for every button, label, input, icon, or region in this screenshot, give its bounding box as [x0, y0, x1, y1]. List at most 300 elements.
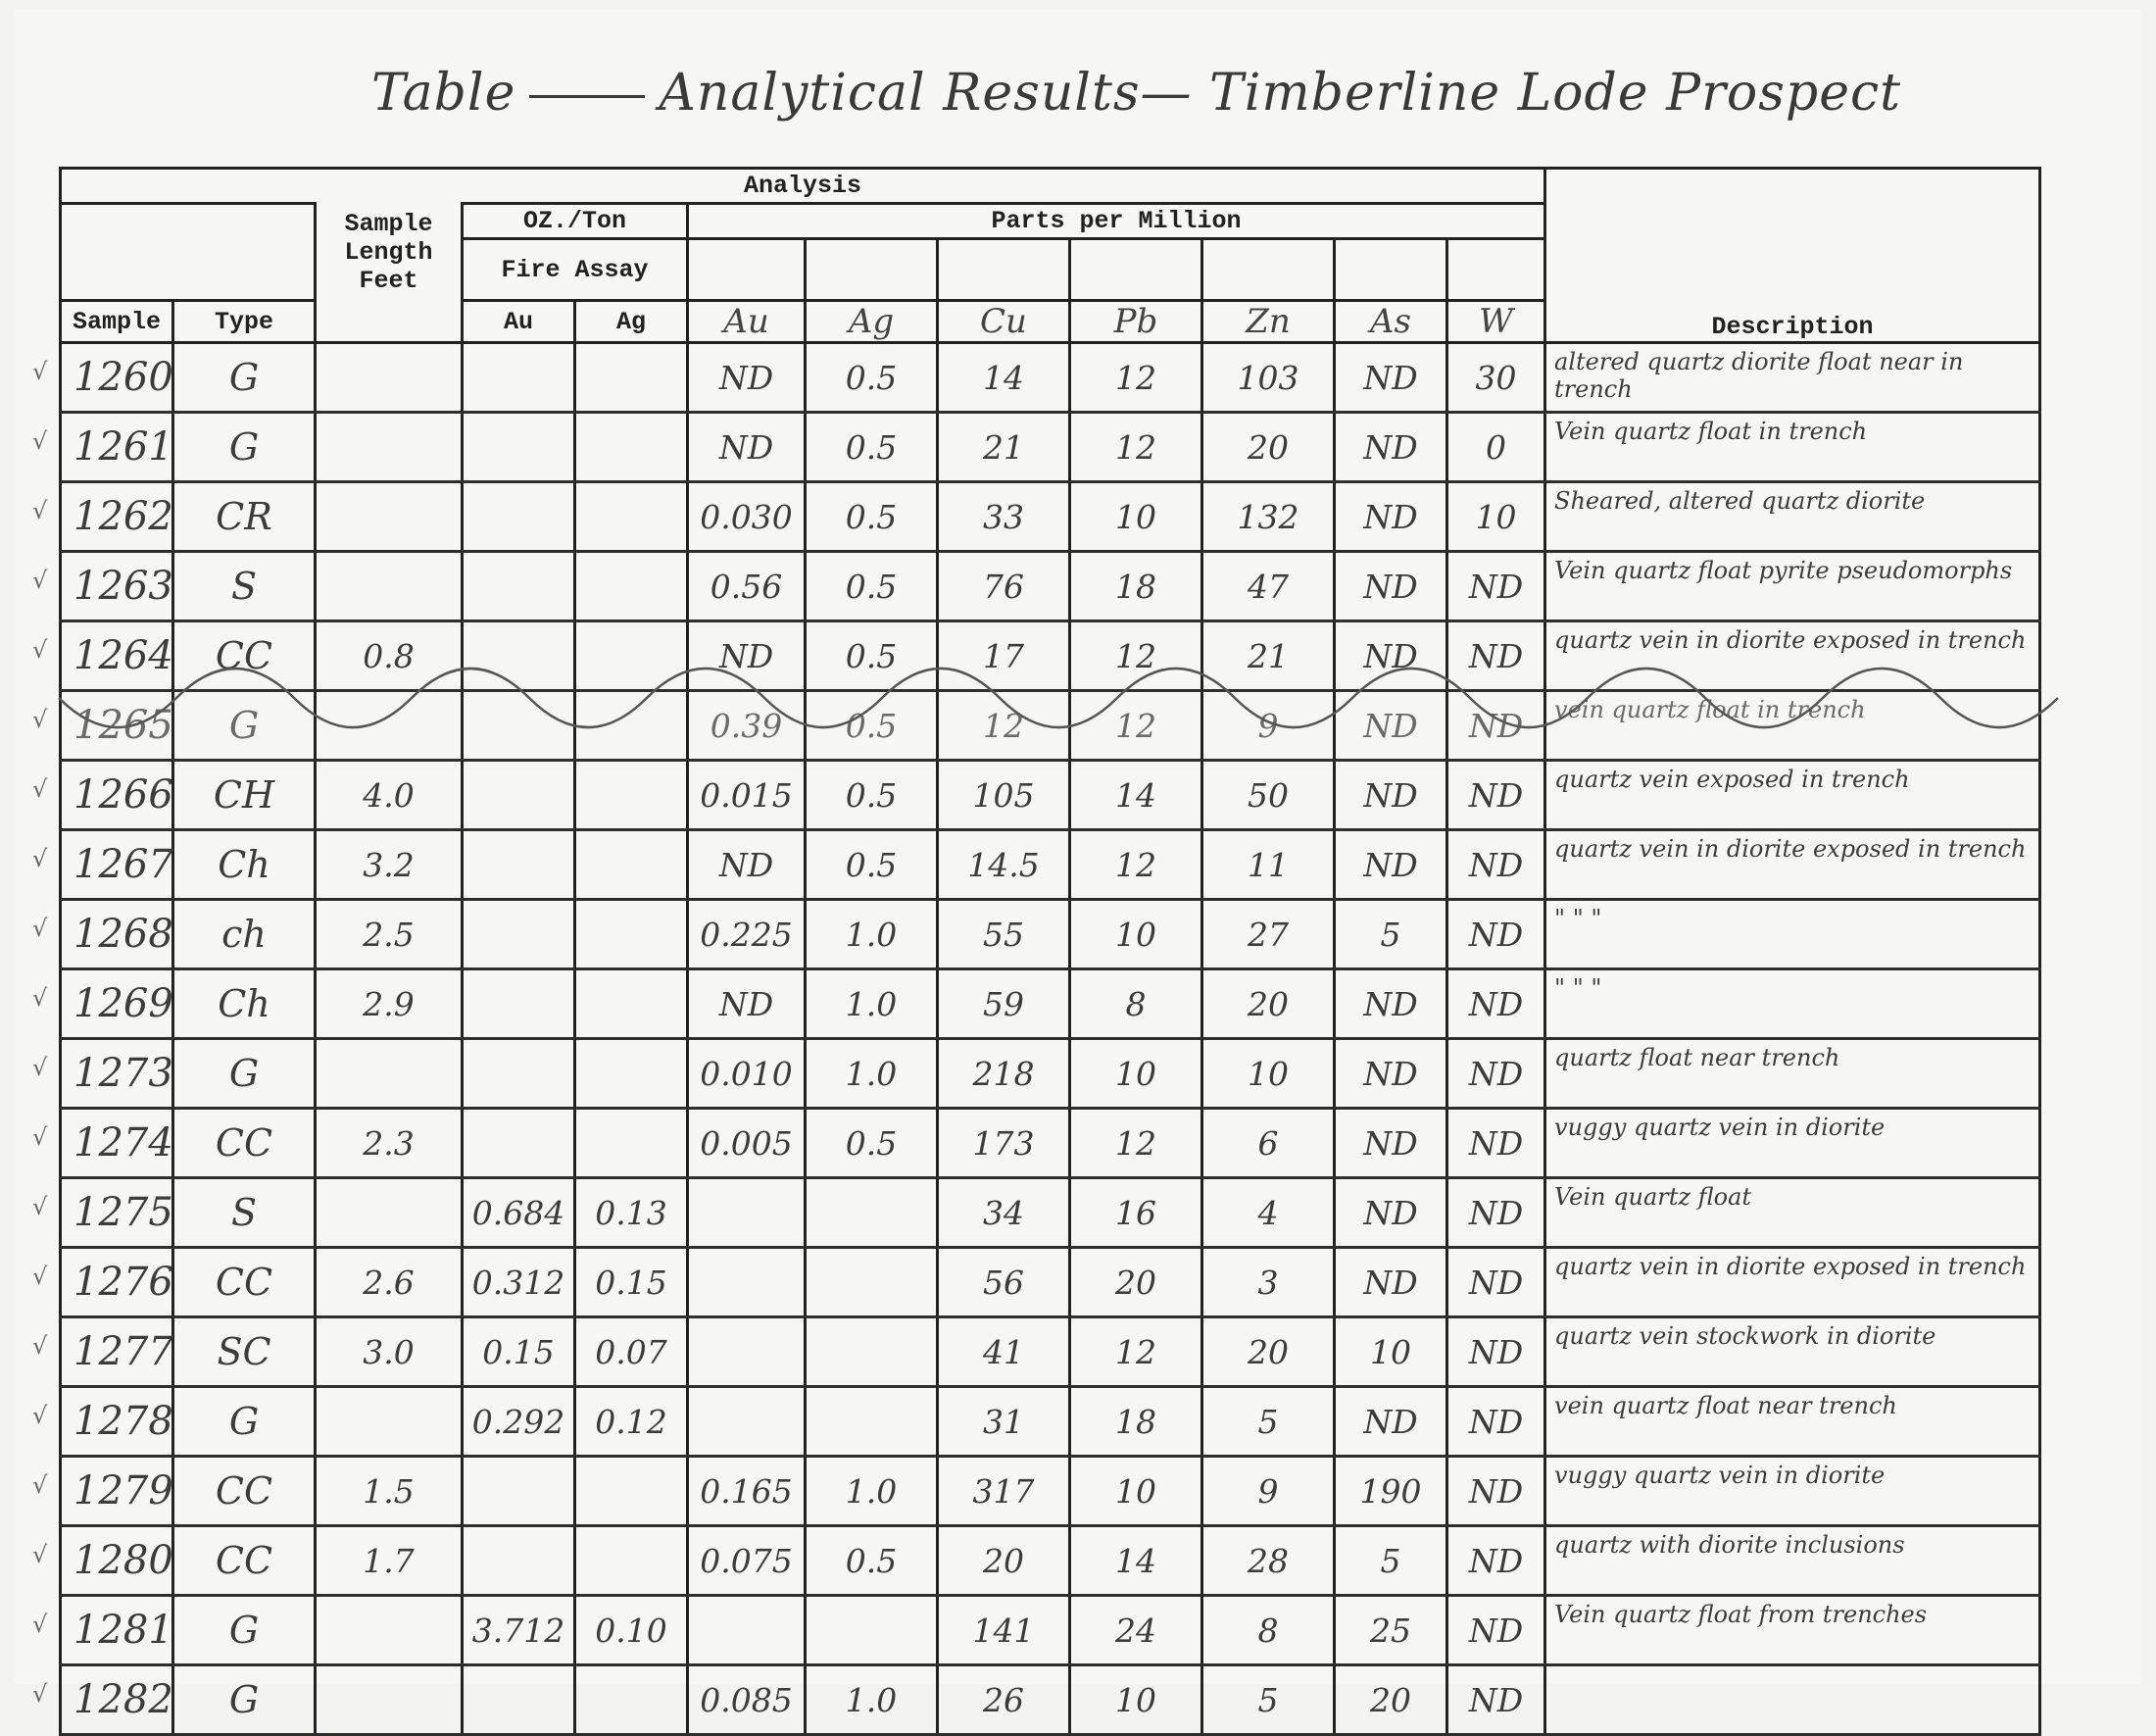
- cell-ppm-pb: 10: [1070, 1665, 1202, 1735]
- check-mark-icon: √: [32, 358, 48, 385]
- header-type: Type: [173, 301, 316, 343]
- cell-ppm-as: ND: [1335, 482, 1447, 552]
- cell-ppm-pb: 10: [1070, 1457, 1202, 1526]
- cell-description: quartz vein stockwork in diorite: [1545, 1317, 2040, 1387]
- cell-ppm-cu: 317: [938, 1457, 1070, 1526]
- cell-ppm-cu: 105: [938, 761, 1070, 830]
- cell-fire-assay-ag: [575, 1526, 688, 1596]
- title-prefix: Table: [371, 64, 516, 123]
- cell-length: 2.9: [316, 969, 463, 1039]
- cell-ppm-as: ND: [1335, 761, 1447, 830]
- cell-ppm-ag: [806, 1596, 938, 1665]
- cell-type: ch: [173, 900, 316, 969]
- cell-ppm-pb: 18: [1070, 552, 1202, 621]
- header-fa-ag: Ag: [575, 301, 688, 343]
- cell-type: Ch: [173, 830, 316, 900]
- cell-sample: 1268 √: [61, 900, 173, 969]
- table-row: [61, 1526, 2040, 1596]
- check-mark-icon: √: [32, 845, 48, 872]
- cell-sample: 1275 √: [61, 1178, 173, 1248]
- cell-ppm-cu: 17: [938, 621, 1070, 691]
- cell-ppm-au: 0.010: [688, 1039, 806, 1109]
- cell-ppm-zn: 4: [1202, 1178, 1335, 1248]
- cell-ppm-cu: 20: [938, 1526, 1070, 1596]
- cell-type: G: [173, 1665, 316, 1735]
- cell-ppm-au: ND: [688, 621, 806, 691]
- cell-ppm-zn: 9: [1202, 691, 1335, 761]
- cell-ppm-pb: 10: [1070, 482, 1202, 552]
- cell-ppm-ag: 1.0: [806, 969, 938, 1039]
- cell-ppm-w: 10: [1447, 482, 1545, 552]
- cell-ppm-w: ND: [1447, 969, 1545, 1039]
- cell-ppm-ag: 0.5: [806, 1109, 938, 1178]
- cell-ppm-au: 0.005: [688, 1109, 806, 1178]
- cell-description: Vein quartz float from trenches: [1545, 1596, 2040, 1665]
- check-mark-icon: √: [32, 1263, 48, 1290]
- check-mark-icon: √: [32, 1541, 48, 1568]
- cell-ppm-w: ND: [1447, 1665, 1545, 1735]
- header-ppm: Parts per Million: [688, 204, 1545, 239]
- cell-description: quartz vein in diorite exposed in trench: [1545, 1248, 2040, 1317]
- cell-ppm-as: ND: [1335, 691, 1447, 761]
- cell-description: vuggy quartz vein in diorite: [1545, 1109, 2040, 1178]
- cell-fire-assay-ag: [575, 900, 688, 969]
- cell-fire-assay-ag: [575, 482, 688, 552]
- cell-ppm-zn: 103: [1202, 343, 1335, 413]
- cell-ppm-w: 0: [1447, 413, 1545, 482]
- cell-ppm-cu: 12: [938, 691, 1070, 761]
- cell-type: CC: [173, 621, 316, 691]
- cell-ppm-as: ND: [1335, 552, 1447, 621]
- cell-length: [316, 552, 463, 621]
- cell-type: G: [173, 1596, 316, 1665]
- table-row: [61, 969, 2040, 1039]
- cell-description: quartz vein in diorite exposed in trench: [1545, 621, 2040, 691]
- cell-ppm-cu: 34: [938, 1178, 1070, 1248]
- cell-length: 2.6: [316, 1248, 463, 1317]
- check-mark-icon: √: [32, 1193, 48, 1220]
- cell-ppm-pb: 8: [1070, 969, 1202, 1039]
- cell-length: [316, 1178, 463, 1248]
- cell-ppm-ag: 0.5: [806, 482, 938, 552]
- check-mark-icon: √: [32, 1611, 48, 1638]
- cell-fire-assay-au: [463, 552, 575, 621]
- header-sample-length: Sample Length Feet: [316, 204, 463, 301]
- cell-ppm-pb: 20: [1070, 1248, 1202, 1317]
- cell-ppm-au: [688, 1317, 806, 1387]
- table-row: [61, 1109, 2040, 1178]
- cell-sample: 1281 √: [61, 1596, 173, 1665]
- table-body: [32, 343, 2040, 1735]
- cell-fire-assay-ag: 0.07: [575, 1317, 688, 1387]
- cell-sample: 1276 √: [61, 1248, 173, 1317]
- cell-ppm-w: ND: [1447, 1178, 1545, 1248]
- cell-ppm-ag: 1.0: [806, 1039, 938, 1109]
- cell-ppm-pb: 10: [1070, 1039, 1202, 1109]
- header-ppm-ag: Ag: [806, 301, 938, 343]
- cell-ppm-au: 0.015: [688, 761, 806, 830]
- cell-ppm-w: ND: [1447, 691, 1545, 761]
- cell-ppm-au: ND: [688, 413, 806, 482]
- cell-ppm-pb: 14: [1070, 1526, 1202, 1596]
- cell-ppm-as: 10: [1335, 1317, 1447, 1387]
- cell-description: quartz float near trench: [1545, 1039, 2040, 1109]
- cell-fire-assay-ag: [575, 1457, 688, 1526]
- table-row: [61, 1665, 2040, 1735]
- cell-length: [316, 1596, 463, 1665]
- cell-ppm-zn: 20: [1202, 969, 1335, 1039]
- cell-ppm-as: ND: [1335, 1248, 1447, 1317]
- header-ppm-w: W: [1447, 301, 1545, 343]
- cell-type: Ch: [173, 969, 316, 1039]
- cell-ppm-pb: 12: [1070, 830, 1202, 900]
- cell-fire-assay-ag: [575, 1665, 688, 1735]
- cell-fire-assay-au: [463, 1109, 575, 1178]
- cell-length: 2.5: [316, 900, 463, 969]
- cell-fire-assay-au: [463, 1039, 575, 1109]
- cell-type: G: [173, 413, 316, 482]
- cell-ppm-au: 0.165: [688, 1457, 806, 1526]
- check-mark-icon: √: [32, 636, 48, 664]
- cell-fire-assay-ag: [575, 343, 688, 413]
- cell-description: " " ": [1545, 900, 2040, 969]
- cell-ppm-w: ND: [1447, 761, 1545, 830]
- table-row: [61, 761, 2040, 830]
- table-row: [61, 1387, 2040, 1457]
- analytical-results-table: [32, 167, 2041, 1736]
- cell-ppm-as: ND: [1335, 413, 1447, 482]
- cell-fire-assay-au: [463, 413, 575, 482]
- cell-fire-assay-ag: [575, 552, 688, 621]
- cell-ppm-as: ND: [1335, 1387, 1447, 1457]
- cell-fire-assay-au: 0.15: [463, 1317, 575, 1387]
- cell-type: CC: [173, 1526, 316, 1596]
- cell-ppm-au: 0.075: [688, 1526, 806, 1596]
- cell-ppm-cu: 41: [938, 1317, 1070, 1387]
- cell-ppm-ag: 1.0: [806, 1457, 938, 1526]
- cell-sample: 1273 √: [61, 1039, 173, 1109]
- cell-ppm-zn: 5: [1202, 1665, 1335, 1735]
- cell-fire-assay-au: [463, 830, 575, 900]
- cell-fire-assay-ag: 0.15: [575, 1248, 688, 1317]
- title-blank: [529, 95, 645, 98]
- header-blank-ppm-zn: [1202, 239, 1335, 301]
- cell-ppm-cu: 218: [938, 1039, 1070, 1109]
- cell-fire-assay-au: [463, 969, 575, 1039]
- cell-ppm-cu: 76: [938, 552, 1070, 621]
- cell-ppm-pb: 18: [1070, 1387, 1202, 1457]
- cell-ppm-ag: 0.5: [806, 830, 938, 900]
- cell-ppm-pb: 12: [1070, 413, 1202, 482]
- cell-sample: 1278 √: [61, 1387, 173, 1457]
- cell-ppm-pb: 12: [1070, 621, 1202, 691]
- header-oz-per-ton: OZ./Ton: [463, 204, 688, 239]
- table-row: [61, 1178, 2040, 1248]
- cell-length: [316, 1665, 463, 1735]
- cell-description: quartz vein in diorite exposed in trench: [1545, 830, 2040, 900]
- cell-fire-assay-ag: [575, 691, 688, 761]
- cell-fire-assay-au: [463, 621, 575, 691]
- cell-ppm-cu: 141: [938, 1596, 1070, 1665]
- cell-ppm-au: 0.225: [688, 900, 806, 969]
- cell-sample: 1274 √: [61, 1109, 173, 1178]
- cell-ppm-as: ND: [1335, 830, 1447, 900]
- cell-ppm-zn: 20: [1202, 413, 1335, 482]
- cell-length: [316, 343, 463, 413]
- header-description: Description: [1545, 169, 2040, 343]
- header-sample: Sample: [61, 301, 173, 343]
- cell-ppm-au: ND: [688, 969, 806, 1039]
- header-blank-ppm-au: [688, 239, 806, 301]
- cell-ppm-as: ND: [1335, 1109, 1447, 1178]
- cell-type: G: [173, 691, 316, 761]
- check-mark-icon: √: [32, 427, 48, 455]
- check-mark-icon: √: [32, 1123, 48, 1151]
- table-row: [61, 830, 2040, 900]
- cell-type: SC: [173, 1317, 316, 1387]
- cell-ppm-pb: 12: [1070, 1109, 1202, 1178]
- cell-ppm-au: [688, 1178, 806, 1248]
- cell-length: [316, 691, 463, 761]
- cell-sample: 1260 √: [61, 343, 173, 413]
- cell-fire-assay-ag: 0.10: [575, 1596, 688, 1665]
- check-mark-icon: √: [32, 1332, 48, 1360]
- cell-ppm-w: ND: [1447, 1039, 1545, 1109]
- cell-length: 0.8: [316, 621, 463, 691]
- cell-ppm-w: ND: [1447, 552, 1545, 621]
- check-mark-icon: √: [32, 775, 48, 803]
- cell-ppm-w: ND: [1447, 1248, 1545, 1317]
- cell-ppm-w: ND: [1447, 1457, 1545, 1526]
- cell-type: CC: [173, 1248, 316, 1317]
- cell-ppm-w: ND: [1447, 830, 1545, 900]
- cell-ppm-zn: 11: [1202, 830, 1335, 900]
- page-title: [371, 64, 1901, 123]
- header-fire-assay: Fire Assay: [463, 239, 688, 301]
- cell-ppm-w: ND: [1447, 1109, 1545, 1178]
- cell-ppm-zn: 8: [1202, 1596, 1335, 1665]
- header-blank-ppm-w: [1447, 239, 1545, 301]
- cell-ppm-cu: 59: [938, 969, 1070, 1039]
- cell-ppm-ag: 1.0: [806, 900, 938, 969]
- cell-fire-assay-au: 0.684: [463, 1178, 575, 1248]
- table-row: [61, 621, 2040, 691]
- cell-ppm-w: ND: [1447, 1317, 1545, 1387]
- cell-length: [316, 1039, 463, 1109]
- cell-fire-assay-au: 3.712: [463, 1596, 575, 1665]
- cell-ppm-as: 25: [1335, 1596, 1447, 1665]
- cell-fire-assay-ag: [575, 830, 688, 900]
- cell-length: 3.0: [316, 1317, 463, 1387]
- cell-fire-assay-au: [463, 900, 575, 969]
- cell-ppm-au: [688, 1596, 806, 1665]
- cell-ppm-cu: 14: [938, 343, 1070, 413]
- cell-ppm-pb: 10: [1070, 900, 1202, 969]
- check-mark-icon: √: [32, 706, 48, 733]
- cell-ppm-zn: 5: [1202, 1387, 1335, 1457]
- cell-description: [1545, 1665, 2040, 1735]
- table-row: [61, 1457, 2040, 1526]
- header-analysis: Analysis: [61, 169, 1545, 204]
- table-row: [61, 1248, 2040, 1317]
- cell-ppm-au: ND: [688, 830, 806, 900]
- cell-ppm-ag: 0.5: [806, 621, 938, 691]
- cell-ppm-w: ND: [1447, 1596, 1545, 1665]
- cell-ppm-as: 5: [1335, 1526, 1447, 1596]
- cell-ppm-pb: 24: [1070, 1596, 1202, 1665]
- table-row: [61, 413, 2040, 482]
- cell-sample: 1269 √: [61, 969, 173, 1039]
- cell-type: CC: [173, 1457, 316, 1526]
- header-blank-left: [61, 204, 316, 301]
- cell-ppm-au: ND: [688, 343, 806, 413]
- cell-ppm-zn: 27: [1202, 900, 1335, 969]
- cell-length: 1.7: [316, 1526, 463, 1596]
- header-feet: [316, 301, 463, 343]
- cell-length: 3.2: [316, 830, 463, 900]
- cell-ppm-zn: 20: [1202, 1317, 1335, 1387]
- cell-ppm-pb: 12: [1070, 1317, 1202, 1387]
- cell-fire-assay-ag: [575, 413, 688, 482]
- cell-ppm-cu: 26: [938, 1665, 1070, 1735]
- cell-ppm-zn: 10: [1202, 1039, 1335, 1109]
- table-row: [61, 343, 2040, 413]
- cell-type: G: [173, 343, 316, 413]
- cell-ppm-au: [688, 1387, 806, 1457]
- cell-ppm-cu: 21: [938, 413, 1070, 482]
- cell-ppm-as: ND: [1335, 1178, 1447, 1248]
- cell-ppm-cu: 173: [938, 1109, 1070, 1178]
- cell-ppm-zn: 9: [1202, 1457, 1335, 1526]
- cell-ppm-as: 190: [1335, 1457, 1447, 1526]
- cell-ppm-as: ND: [1335, 969, 1447, 1039]
- cell-sample: 1265 √: [61, 691, 173, 761]
- cell-fire-assay-ag: [575, 969, 688, 1039]
- cell-ppm-ag: 0.5: [806, 1526, 938, 1596]
- cell-ppm-au: 0.085: [688, 1665, 806, 1735]
- cell-ppm-cu: 33: [938, 482, 1070, 552]
- cell-fire-assay-au: [463, 691, 575, 761]
- table-row: [61, 900, 2040, 969]
- cell-ppm-cu: 14.5: [938, 830, 1070, 900]
- cell-sample: 1261 √: [61, 413, 173, 482]
- cell-sample: 1264 √: [61, 621, 173, 691]
- cell-sample: 1266 √: [61, 761, 173, 830]
- cell-ppm-as: 5: [1335, 900, 1447, 969]
- cell-ppm-cu: 56: [938, 1248, 1070, 1317]
- cell-description: Vein quartz float: [1545, 1178, 2040, 1248]
- cell-ppm-zn: 21: [1202, 621, 1335, 691]
- cell-fire-assay-ag: 0.12: [575, 1387, 688, 1457]
- header-blank-ppm-ag: [806, 239, 938, 301]
- cell-description: Sheared, altered quartz diorite: [1545, 482, 2040, 552]
- cell-ppm-w: ND: [1447, 900, 1545, 969]
- cell-ppm-w: ND: [1447, 621, 1545, 691]
- cell-ppm-cu: 31: [938, 1387, 1070, 1457]
- cell-fire-assay-au: [463, 343, 575, 413]
- cell-fire-assay-ag: [575, 761, 688, 830]
- header-ppm-pb: Pb: [1070, 301, 1202, 343]
- cell-description: vuggy quartz vein in diorite: [1545, 1457, 2040, 1526]
- cell-ppm-ag: 0.5: [806, 552, 938, 621]
- cell-ppm-w: 30: [1447, 343, 1545, 413]
- header-ppm-cu: Cu: [938, 301, 1070, 343]
- cell-ppm-as: ND: [1335, 621, 1447, 691]
- cell-fire-assay-au: [463, 1665, 575, 1735]
- cell-sample: 1267 √: [61, 830, 173, 900]
- cell-ppm-as: ND: [1335, 1039, 1447, 1109]
- cell-sample: 1263 √: [61, 552, 173, 621]
- cell-ppm-w: ND: [1447, 1387, 1545, 1457]
- cell-length: 2.3: [316, 1109, 463, 1178]
- cell-description: quartz with diorite inclusions: [1545, 1526, 2040, 1596]
- header-blank-ppm-as: [1335, 239, 1447, 301]
- check-mark-icon: √: [32, 1680, 48, 1708]
- cell-fire-assay-au: [463, 1526, 575, 1596]
- cell-ppm-au: 0.030: [688, 482, 806, 552]
- cell-type: S: [173, 1178, 316, 1248]
- check-mark-icon: √: [32, 497, 48, 524]
- cell-ppm-zn: 28: [1202, 1526, 1335, 1596]
- cell-ppm-pb: 14: [1070, 761, 1202, 830]
- cell-sample: 1279 √: [61, 1457, 173, 1526]
- cell-length: [316, 413, 463, 482]
- cell-type: G: [173, 1039, 316, 1109]
- cell-fire-assay-au: 0.312: [463, 1248, 575, 1317]
- table-row: [61, 1317, 2040, 1387]
- cell-fire-assay-ag: 0.13: [575, 1178, 688, 1248]
- check-mark-icon: √: [32, 1402, 48, 1429]
- cell-fire-assay-au: 0.292: [463, 1387, 575, 1457]
- cell-length: 4.0: [316, 761, 463, 830]
- cell-ppm-cu: 55: [938, 900, 1070, 969]
- cell-sample: 1282 √: [61, 1665, 173, 1735]
- cell-ppm-zn: 50: [1202, 761, 1335, 830]
- cell-description: altered quartz diorite float near in trench: [1545, 343, 2040, 413]
- title-text: Analytical Results— Timberline Lode Prospect: [659, 64, 1901, 123]
- table-row: [61, 1039, 2040, 1109]
- cell-ppm-as: ND: [1335, 343, 1447, 413]
- cell-length: [316, 482, 463, 552]
- header-blank-ppm-cu: [938, 239, 1070, 301]
- cell-length: 1.5: [316, 1457, 463, 1526]
- header-ppm-au: Au: [688, 301, 806, 343]
- cell-fire-assay-au: [463, 761, 575, 830]
- cell-ppm-w: ND: [1447, 1526, 1545, 1596]
- cell-ppm-pb: 12: [1070, 691, 1202, 761]
- cell-ppm-zn: 132: [1202, 482, 1335, 552]
- header-ppm-zn: Zn: [1202, 301, 1335, 343]
- cell-description: vein quartz float near trench: [1545, 1387, 2040, 1457]
- cell-fire-assay-ag: [575, 621, 688, 691]
- table-row: [61, 482, 2040, 552]
- cell-type: CR: [173, 482, 316, 552]
- cell-fire-assay-ag: [575, 1109, 688, 1178]
- check-mark-icon: √: [32, 1054, 48, 1081]
- cell-description: vein quartz float in trench: [1545, 691, 2040, 761]
- cell-ppm-au: [688, 1248, 806, 1317]
- cell-ppm-au: 0.39: [688, 691, 806, 761]
- check-mark-icon: √: [32, 915, 48, 942]
- cell-ppm-ag: 0.5: [806, 343, 938, 413]
- header-blank-ppm-pb: [1070, 239, 1202, 301]
- cell-sample: 1280 √: [61, 1526, 173, 1596]
- cell-fire-assay-au: [463, 482, 575, 552]
- cell-type: S: [173, 552, 316, 621]
- cell-ppm-ag: [806, 1248, 938, 1317]
- cell-ppm-ag: [806, 1178, 938, 1248]
- cell-description: Vein quartz float in trench: [1545, 413, 2040, 482]
